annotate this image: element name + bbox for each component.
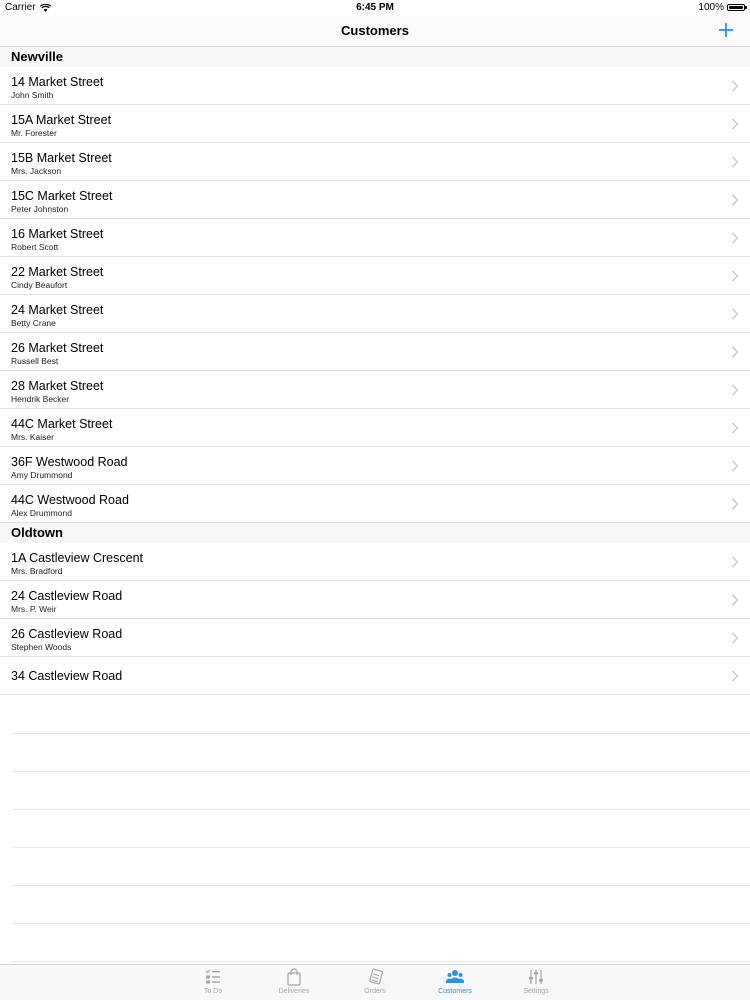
customer-name: Alex Drummond: [11, 508, 72, 518]
tab-label: To Do: [203, 988, 223, 995]
customer-address: 15C Market Street: [11, 189, 113, 203]
customer-row[interactable]: [0, 485, 750, 523]
battery-percent: 100%: [698, 2, 724, 13]
chevron-right-icon: [731, 632, 739, 644]
customer-name: Mr. Forester: [11, 128, 57, 138]
empty-row: [12, 696, 750, 734]
customer-name: Hendrik Becker: [11, 394, 70, 404]
empty-row: [12, 772, 750, 810]
tab-label: Settings: [523, 988, 549, 995]
customer-name: Mrs. Kaiser: [11, 432, 54, 442]
customer-name: Amy Drummond: [11, 470, 73, 480]
empty-row: [12, 810, 750, 848]
plus-icon: [716, 20, 736, 40]
customer-name: Mrs. Jackson: [11, 166, 62, 176]
status-time: 6:45 PM: [356, 2, 394, 13]
empty-table-rows: [12, 696, 750, 962]
page-title: Customers: [341, 23, 409, 38]
customer-name: John Smith: [11, 90, 54, 100]
customer-row[interactable]: [0, 371, 750, 409]
customer-row[interactable]: [0, 333, 750, 371]
customer-address: 36F Westwood Road: [11, 455, 128, 469]
chevron-right-icon: [731, 670, 739, 682]
customer-address: 24 Market Street: [11, 303, 104, 317]
tab-deliveries[interactable]: [259, 968, 329, 1000]
chevron-right-icon: [731, 232, 739, 244]
empty-row: [12, 848, 750, 886]
customer-row[interactable]: [0, 143, 750, 181]
carrier-label: Carrier: [5, 2, 36, 13]
tab-bar: [0, 964, 750, 1000]
customer-name: Peter Johnston: [11, 204, 69, 214]
chevron-right-icon: [731, 308, 739, 320]
customer-row[interactable]: [0, 105, 750, 143]
section-header: Oldtown: [0, 523, 750, 543]
customer-name: Betty Crane: [11, 318, 56, 328]
customer-row[interactable]: [0, 219, 750, 257]
empty-row: [12, 734, 750, 772]
tab-label: Customers: [438, 988, 472, 995]
customer-address: 26 Market Street: [11, 341, 104, 355]
customer-address: 26 Castleview Road: [11, 627, 123, 641]
chevron-right-icon: [731, 384, 739, 396]
customer-name: Cindy Beaufort: [11, 280, 68, 290]
customer-row[interactable]: [0, 619, 750, 657]
customer-row[interactable]: [0, 67, 750, 105]
chevron-right-icon: [731, 118, 739, 130]
chevron-right-icon: [731, 498, 739, 510]
chevron-right-icon: [731, 80, 739, 92]
chevron-right-icon: [731, 594, 739, 606]
tab-settings[interactable]: [501, 968, 571, 1000]
customer-address: 15B Market Street: [11, 151, 112, 165]
customer-row[interactable]: [0, 657, 750, 695]
customer-row[interactable]: [0, 581, 750, 619]
chevron-right-icon: [731, 346, 739, 358]
section-header: Newville: [0, 47, 750, 67]
chevron-right-icon: [731, 194, 739, 206]
empty-row: [12, 924, 750, 962]
customer-address: 28 Market Street: [11, 379, 104, 393]
customer-name: Mrs. Bradford: [11, 566, 63, 576]
customer-address: 1A Castleview Crescent: [11, 551, 144, 565]
customer-address: 16 Market Street: [11, 227, 104, 241]
customer-name: Mrs. P. Weir: [11, 604, 57, 614]
people-icon: [446, 968, 464, 986]
tab-orders[interactable]: [340, 968, 410, 1000]
tab-to-do[interactable]: [178, 968, 248, 1000]
customer-row[interactable]: [0, 257, 750, 295]
customer-address: 44C Market Street: [11, 417, 113, 431]
customer-list: [0, 47, 750, 695]
status-bar: [0, 0, 750, 16]
customer-row[interactable]: [0, 409, 750, 447]
customer-address: 14 Market Street: [11, 75, 104, 89]
status-right: [698, 2, 745, 13]
customer-address: 44C Westwood Road: [11, 493, 129, 507]
empty-row: [12, 886, 750, 924]
tab-label: Orders: [364, 988, 386, 995]
chevron-right-icon: [731, 460, 739, 472]
customer-row[interactable]: [0, 543, 750, 581]
battery-icon: [727, 4, 745, 11]
customer-address: 15A Market Street: [11, 113, 112, 127]
customer-row[interactable]: [0, 295, 750, 333]
customer-name: Russell Best: [11, 356, 59, 366]
customer-address: 24 Castleview Road: [11, 589, 123, 603]
customer-row[interactable]: [0, 181, 750, 219]
customer-address: 34 Castleview Road: [11, 669, 123, 683]
chevron-right-icon: [731, 270, 739, 282]
chevron-right-icon: [731, 422, 739, 434]
customer-name: Stephen Woods: [11, 642, 72, 652]
customer-address: 22 Market Street: [11, 265, 104, 279]
customer-name: Robert Scott: [11, 242, 59, 252]
chevron-right-icon: [731, 156, 739, 168]
checklist-icon: [204, 968, 222, 986]
sliders-icon: [527, 968, 545, 986]
shopping-bag-icon: [285, 968, 303, 986]
tab-label: Deliveries: [278, 988, 310, 995]
add-customer-button[interactable]: [716, 20, 736, 40]
chevron-right-icon: [731, 556, 739, 568]
receipt-icon: [366, 968, 384, 986]
tab-customers[interactable]: [420, 968, 490, 1000]
customer-row[interactable]: [0, 447, 750, 485]
navigation-bar: [0, 16, 750, 47]
